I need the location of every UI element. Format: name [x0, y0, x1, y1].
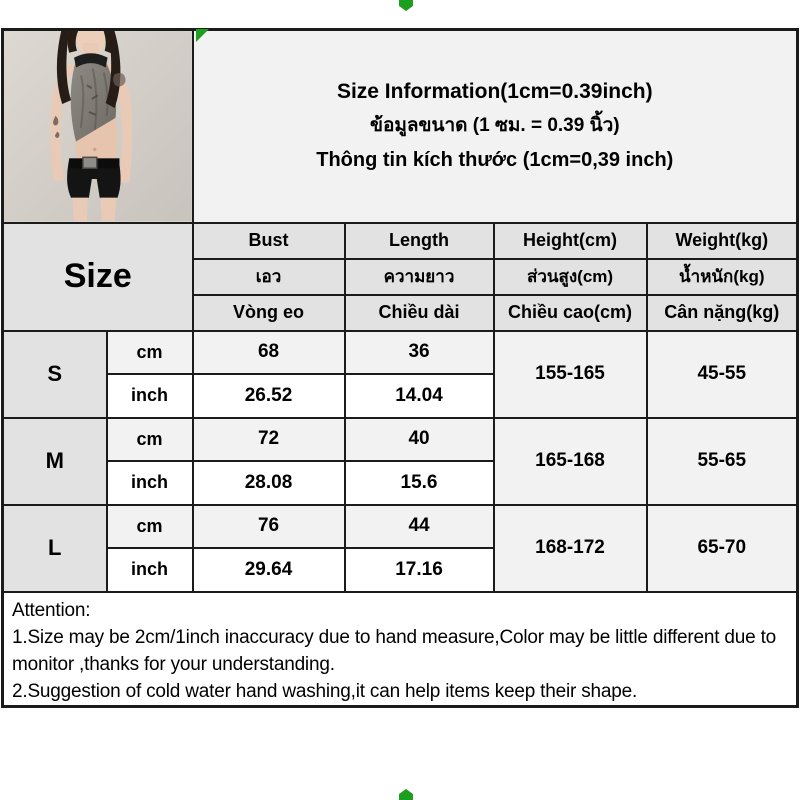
green-top-handle-icon — [399, 0, 413, 11]
product-photo — [3, 30, 193, 223]
header-length-vi: Chiều dài — [345, 295, 494, 331]
header-height-en: Height(cm) — [494, 223, 647, 259]
unit-inch: inch — [107, 461, 193, 505]
header-length-en: Length — [345, 223, 494, 259]
s-height: 155-165 — [494, 331, 647, 418]
m-height: 165-168 — [494, 418, 647, 505]
unit-inch: inch — [107, 548, 193, 592]
header-weight-vi: Cân nặng(kg) — [647, 295, 798, 331]
m-weight: 55-65 — [647, 418, 798, 505]
s-length-cm: 36 — [345, 331, 494, 374]
row-size-s: S — [3, 331, 107, 418]
l-length-inch: 17.16 — [345, 548, 494, 592]
s-bust-cm: 68 — [193, 331, 345, 374]
unit-cm: cm — [107, 505, 193, 548]
corner-size-label: Size — [3, 223, 193, 331]
unit-cm: cm — [107, 418, 193, 461]
model-photo-illustration — [4, 31, 192, 221]
header-bust-vi: Vòng eo — [193, 295, 345, 331]
unit-inch: inch — [107, 374, 193, 418]
header-bust-th: เอว — [193, 259, 345, 295]
l-bust-cm: 76 — [193, 505, 345, 548]
title-vietnamese: Thông tin kích thước (1cm=0,39 inch) — [316, 149, 674, 172]
size-info-title-block — [193, 30, 798, 223]
unit-cm: cm — [107, 331, 193, 374]
header-length-th: ความยาว — [345, 259, 494, 295]
s-bust-inch: 26.52 — [193, 374, 345, 418]
l-length-cm: 44 — [345, 505, 494, 548]
m-bust-inch: 28.08 — [193, 461, 345, 505]
s-length-inch: 14.04 — [345, 374, 494, 418]
title-english: Size Information(1cm=0.39inch) — [336, 80, 653, 104]
header-height-th: ส่วนสูง(cm) — [494, 259, 647, 295]
header-weight-th: น้ำหนัก(kg) — [647, 259, 798, 295]
m-length-cm: 40 — [345, 418, 494, 461]
header-weight-en: Weight(kg) — [647, 223, 798, 259]
attention-heading: Attention: — [12, 599, 91, 621]
row-size-l: L — [3, 505, 107, 592]
title-thai: ข้อมูลขนาด (1 ซม. = 0.39 นิ้ว) — [369, 115, 620, 137]
attention-line-2: 2.Suggestion of cold water hand washing,it can help items keep their shape. — [12, 680, 638, 702]
header-height-vi: Chiều cao(cm) — [494, 295, 647, 331]
l-bust-inch: 29.64 — [193, 548, 345, 592]
green-bottom-handle-icon — [399, 789, 413, 800]
attention-note — [3, 592, 798, 707]
size-chart-table — [1, 28, 799, 708]
l-weight: 65-70 — [647, 505, 798, 592]
m-bust-cm: 72 — [193, 418, 345, 461]
l-height: 168-172 — [494, 505, 647, 592]
header-bust-en: Bust — [193, 223, 345, 259]
s-weight: 45-55 — [647, 331, 798, 418]
attention-line-1: 1.Size may be 2cm/1inch inaccuracy due to hand measure,Color may be little different due to monitor ,thanks for your understanding. — [12, 626, 777, 675]
row-size-m: M — [3, 418, 107, 505]
m-length-inch: 15.6 — [345, 461, 494, 505]
